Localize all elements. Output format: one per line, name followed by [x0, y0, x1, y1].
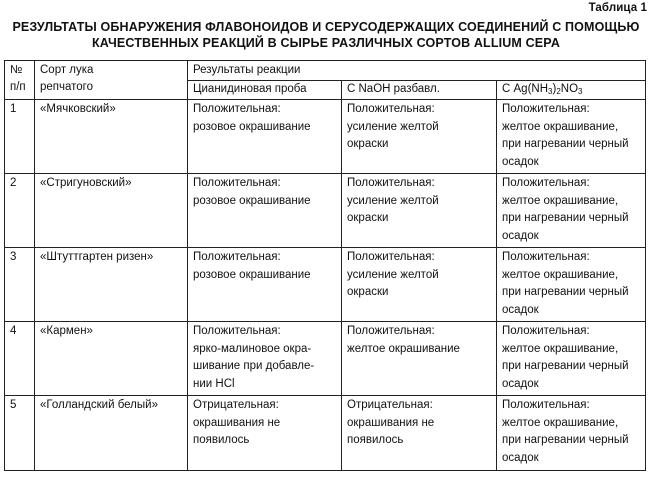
cell-number: 5 — [5, 396, 35, 471]
cell-variety: «Стригуновский» — [35, 174, 188, 248]
cell-naoh-result-line: Положительная: — [347, 177, 435, 189]
cell-silver-ammonia-result — [497, 100, 646, 174]
header-number — [5, 61, 35, 100]
cell-silver-ammonia-result-line: осадок — [502, 451, 539, 464]
header-ag-mid: ) — [552, 82, 557, 95]
cell-cyanidin-result — [188, 396, 342, 471]
cell-cyanidin-result — [188, 100, 342, 174]
cell-silver-ammonia-result-line: Положительная: — [502, 103, 590, 115]
cell-cyanidin-result-line: розовое окрашивание — [193, 194, 311, 207]
cell-variety: «Штуттгартен ризен» — [35, 248, 188, 322]
cell-silver-ammonia-result-line: желтое окрашивание, — [502, 120, 619, 133]
cell-silver-ammonia-result — [497, 174, 646, 248]
cell-naoh-result-line: окраски — [347, 286, 389, 298]
cell-cyanidin-result-line: окрашивания не — [193, 416, 281, 429]
cell-silver-ammonia-result-line: Положительная: — [502, 325, 590, 337]
header-ag-sub-2: 2 — [556, 86, 561, 96]
cell-cyanidin-result — [188, 248, 342, 322]
header-variety — [35, 61, 188, 100]
cell-silver-ammonia-result-line: осадок — [502, 303, 539, 316]
cell-silver-ammonia-result — [497, 248, 646, 322]
cell-silver-ammonia-result-line: осадок — [502, 155, 539, 168]
cell-naoh-result-line: окраски — [347, 138, 389, 150]
header-naoh-test: С NaOH разбавл. — [342, 80, 497, 100]
header-variety-line-1: Сорт лука — [40, 64, 94, 76]
cell-silver-ammonia-result-line: желтое окрашивание, — [502, 194, 619, 207]
cell-silver-ammonia-result-line: Положительная: — [502, 251, 590, 263]
cell-cyanidin-result-line: шивание при добавле- — [193, 360, 315, 372]
header-row-1 — [5, 61, 646, 81]
cell-number: 1 — [5, 100, 35, 174]
cell-silver-ammonia-result — [497, 322, 646, 396]
header-cyanidin-test: Цианидиновая проба — [188, 80, 342, 100]
table-row — [5, 322, 646, 396]
cell-naoh-result-line: Положительная: — [347, 251, 435, 263]
cell-silver-ammonia-result-line: Положительная: — [502, 177, 590, 189]
cell-silver-ammonia-result — [497, 396, 646, 471]
results-table-body — [5, 61, 646, 471]
cell-number: 2 — [5, 174, 35, 248]
cell-naoh-result — [342, 396, 497, 471]
cell-silver-ammonia-result-line: желтое окрашивание, — [502, 268, 619, 281]
cell-silver-ammonia-result-line: при нагревании черный — [502, 212, 629, 224]
cell-cyanidin-result — [188, 322, 342, 396]
cell-cyanidin-result-line: Положительная: — [193, 325, 281, 337]
header-number-line-2: п/п — [10, 81, 26, 93]
cell-naoh-result-line: окрашивания не — [347, 416, 435, 429]
cell-variety: «Голландский белый» — [35, 396, 188, 471]
cell-silver-ammonia-result-line: при нагревании черный — [502, 434, 629, 446]
table-number: Таблица 1 — [588, 2, 647, 14]
header-ag-mid-2: NO — [560, 82, 579, 95]
cell-silver-ammonia-result-line: при нагревании черный — [502, 138, 629, 150]
cell-naoh-result — [342, 248, 497, 322]
header-silver-ammonia-test — [497, 80, 646, 100]
cell-silver-ammonia-result-line: желтое окрашивание, — [502, 342, 619, 355]
header-ag-sub-3: 3 — [578, 86, 583, 96]
cell-silver-ammonia-result-line: при нагревании черный — [502, 286, 629, 298]
cell-naoh-result — [342, 174, 497, 248]
cell-naoh-result-line: Положительная: — [347, 325, 435, 337]
cell-cyanidin-result-line: розовое окрашивание — [193, 120, 311, 133]
cell-variety: «Кармен» — [35, 322, 188, 396]
header-variety-line-2: репчатого — [40, 81, 94, 93]
table-row — [5, 396, 646, 471]
table-title-line-2: КАЧЕСТВЕННЫХ РЕАКЦИЙ В СЫРЬЕ РАЗЛИЧНЫХ СОРТОВ ALLIUM CEPA — [91, 36, 561, 50]
header-ag-sub-1: 3 — [548, 86, 553, 96]
cell-naoh-result-line: Отрицательная: — [347, 399, 433, 411]
header-number-line-1: № — [10, 64, 23, 76]
cell-naoh-result-line: окраски — [347, 212, 389, 224]
cell-naoh-result — [342, 100, 497, 174]
header-results-group: Результаты реакции — [188, 61, 646, 81]
cell-variety: «Мячковский» — [35, 100, 188, 174]
cell-silver-ammonia-result-line: осадок — [502, 229, 539, 242]
cell-naoh-result-line: усиление желтой — [347, 120, 439, 133]
cell-silver-ammonia-result-line: при нагревании черный — [502, 360, 629, 372]
table-row — [5, 248, 646, 322]
cell-number: 4 — [5, 322, 35, 396]
cell-number: 3 — [5, 248, 35, 322]
cell-cyanidin-result-line: Положительная: — [193, 177, 281, 189]
cell-cyanidin-result-line: розовое окрашивание — [193, 268, 311, 281]
cell-cyanidin-result-line: появилось — [193, 434, 250, 446]
cell-naoh-result-line: усиление желтой — [347, 268, 439, 281]
cell-naoh-result-line: появилось — [347, 434, 404, 446]
cell-cyanidin-result-line: Положительная: — [193, 103, 281, 115]
cell-naoh-result-line: Положительная: — [347, 103, 435, 115]
cell-silver-ammonia-result-line: осадок — [502, 377, 539, 390]
cell-cyanidin-result-line: Отрицательная: — [193, 399, 279, 411]
table-title — [4, 19, 648, 51]
table-row — [5, 174, 646, 248]
cell-cyanidin-result-line: Положительная: — [193, 251, 281, 263]
cell-naoh-result — [342, 322, 497, 396]
results-table — [4, 60, 646, 471]
cell-silver-ammonia-result-line: желтое окрашивание, — [502, 416, 619, 429]
cell-silver-ammonia-result-line: Положительная: — [502, 399, 590, 411]
cell-cyanidin-result-line: нии HCl — [193, 377, 235, 390]
header-ag-prefix: С Ag(NH — [502, 82, 549, 95]
cell-naoh-result-line: усиление желтой — [347, 194, 439, 207]
cell-cyanidin-result-line: ярко-малиновое окра- — [193, 342, 312, 355]
table-title-line-1: РЕЗУЛЬТАТЫ ОБНАРУЖЕНИЯ ФЛАВОНОИДОВ И СЕРУСОДЕРЖАЩИХ СОЕДИНЕНИЙ С ПОМОЩЬЮ — [12, 20, 640, 34]
cell-cyanidin-result — [188, 174, 342, 248]
cell-naoh-result-line: желтое окрашивание — [347, 342, 460, 355]
table-row — [5, 100, 646, 174]
